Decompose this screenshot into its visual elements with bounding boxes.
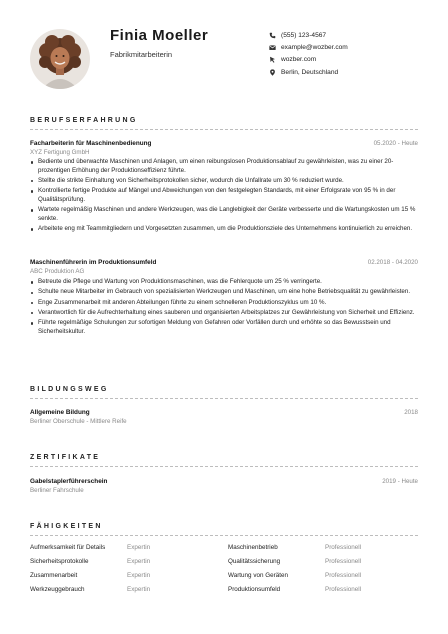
candidate-name: Finia Moeller bbox=[110, 27, 209, 44]
portrait-photo-icon bbox=[30, 29, 90, 89]
bullet-item: Führte regelmäßige Schulungen zur sofortigen Meldung von Gefahren oder Vorfällen durch und erhöhte so das Bewusstsein und Sicherheitskultur. bbox=[30, 319, 420, 336]
skill-name: Zusammenarbeit bbox=[30, 572, 78, 579]
skill-name: Produktionsumfeld bbox=[228, 586, 281, 593]
section-divider bbox=[30, 466, 418, 467]
phone-text: (555) 123-4567 bbox=[281, 31, 327, 39]
bullet-item: Schulte neue Mitarbeiter im Gebrauch von spezialisierten Werkzeugen und Maschinen, um eine hohe Betriebsqualität zu gewährleisten. bbox=[30, 288, 420, 297]
education-detail: Berliner Oberschule - Mittlere Reife bbox=[30, 418, 127, 425]
certificate-date: 2019 - Heute bbox=[382, 478, 418, 485]
contact-location bbox=[268, 66, 348, 78]
section-divider bbox=[30, 535, 418, 536]
candidate-title: Fabrikmitarbeiterin bbox=[110, 50, 173, 59]
skill-level: Expertin bbox=[127, 572, 151, 579]
section-divider bbox=[30, 398, 418, 399]
job-bullets-1 bbox=[30, 158, 420, 235]
section-title-certificates: ZERTIFIKATE bbox=[30, 454, 101, 461]
location-pin-icon bbox=[268, 68, 276, 76]
section-title-experience: BERUFSERFAHRUNG bbox=[30, 117, 138, 124]
skill-name: Aufmerksamkeit für Details bbox=[30, 544, 106, 551]
job-company-2: ABC Produktion AG bbox=[30, 268, 85, 275]
skill-name: Werkzeuggebrauch bbox=[30, 586, 85, 593]
phone-icon bbox=[268, 31, 276, 39]
mail-icon bbox=[268, 43, 276, 51]
job-dates-1: 05.2020 - Heute bbox=[373, 140, 418, 147]
contact-phone bbox=[268, 29, 348, 41]
job-bullets-2 bbox=[30, 278, 420, 338]
contact-website bbox=[268, 54, 348, 66]
bullet-item: Wartete regelmäßig Maschinen und andere Werkzeugen, was die Langlebigkeit der Geräte verbesserte und die Wartungskosten um 15 % senkte. bbox=[30, 206, 420, 223]
avatar bbox=[30, 29, 90, 89]
certificate-detail: Berliner Fahrschule bbox=[30, 487, 84, 494]
skill-name: Qualitätssicherung bbox=[228, 558, 281, 565]
education-date: 2018 bbox=[404, 409, 418, 416]
skill-name: Maschinenbetrieb bbox=[228, 544, 278, 551]
location-text: Berlin, Deutschland bbox=[281, 68, 339, 76]
bullet-item: Stellte die strikte Einhaltung von Sicherheitsprotokollen sicher, wodurch die Unfallrate um 30 % reduziert wurde. bbox=[30, 177, 420, 186]
skill-name: Wartung von Geräten bbox=[228, 572, 288, 579]
skill-level: Expertin bbox=[127, 544, 151, 551]
certificate-title: Gabelstaplerführerschein bbox=[30, 478, 108, 485]
section-title-skills: FÄHIGKEITEN bbox=[30, 523, 103, 530]
skill-level: Expertin bbox=[127, 558, 151, 565]
bullet-item: Kontrollierte fertige Produkte auf Mängel und Abweichungen von den festgelegten Standards, mit einer Erfolgsrate von 95 % in der Qualitätsprüfung. bbox=[30, 187, 420, 204]
email-text: example@wozber.com bbox=[281, 43, 348, 51]
job-company-1: XYZ Fertigung GmbH bbox=[30, 149, 90, 156]
skill-level: Professionell bbox=[325, 544, 362, 551]
skill-level: Professionell bbox=[325, 558, 362, 565]
contact-email bbox=[268, 41, 348, 53]
skill-level: Professionell bbox=[325, 572, 362, 579]
job-dates-2: 02.2018 - 04.2020 bbox=[367, 259, 418, 266]
bullet-item: Arbeitete eng mit Teammitgliedern und Vorgesetzten zusammen, um die Produktionsziele des Unternehmens kontinuierlich zu erreichen. bbox=[30, 225, 420, 234]
education-title: Allgemeine Bildung bbox=[30, 409, 90, 416]
section-title-education: BILDUNGSWEG bbox=[30, 386, 109, 393]
bullet-item: Enge Zusammenarbeit mit anderen Abteilungen führte zu einem schnelleren Produktionszyklus um 10 %. bbox=[30, 299, 420, 308]
bullet-item: Betreute die Pflege und Wartung von Produktionsmaschinen, was die Fehlerquote um 25 % verringerte. bbox=[30, 278, 420, 287]
cursor-icon bbox=[268, 56, 276, 64]
contact-list bbox=[268, 29, 348, 78]
website-text: wozber.com bbox=[281, 56, 317, 64]
bullet-item: Bediente und überwachte Maschinen und Anlagen, um einen reibungslosen Produktionsablauf zu gewährleisten, was zu einer 20-prozentigen Erhöhung der Produktionseffizienz führte. bbox=[30, 158, 420, 175]
skill-name: Sicherheitsprotokolle bbox=[30, 558, 89, 565]
bullet-item: Verantwortlich für die Aufrechterhaltung eines sauberen und organisierten Arbeitsplatzes zur Gewährleistung von Sicherheit und Effizienz. bbox=[30, 309, 420, 318]
skill-level: Professionell bbox=[325, 586, 362, 593]
section-divider bbox=[30, 129, 418, 130]
skill-level: Expertin bbox=[127, 586, 151, 593]
job-title-1: Facharbeiterin für Maschinenbedienung bbox=[30, 140, 152, 147]
job-title-2: Maschinenführerin im Produktionsumfeld bbox=[30, 259, 157, 266]
